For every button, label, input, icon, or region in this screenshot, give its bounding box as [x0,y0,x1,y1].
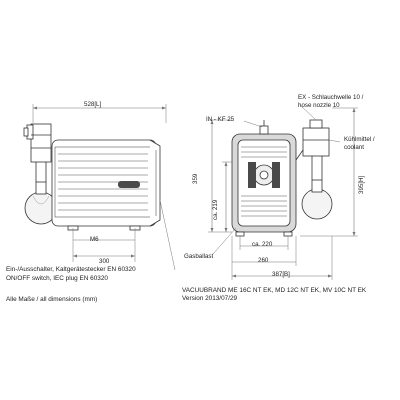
front-width-dimension: 260 [258,257,269,264]
coolant-callout-line1: Kühlmittel / [344,136,375,143]
length-dimension: 528[L] [84,101,102,108]
gas-ballast-callout: Gasballast [184,253,214,260]
units-note: Alle Maße / all dimensions (mm) [6,296,98,303]
side-view [24,104,175,270]
model-info-line1: VACUUBRAND ME 16C NT EK, MD 12C NT EK, MV 10C NT EK [182,287,367,294]
front-height-ca-dimension: ca. 219 [212,199,219,220]
overall-width-dimension: 387[B] [272,271,290,278]
bolt-label: M6 [90,236,99,243]
inlet-callout: IN - KF 25 [206,116,235,123]
front-height-dimension: 359 [192,173,199,184]
mounting-width-dimension: 300 [99,258,110,265]
coolant-callout-line2: coolant [344,144,364,151]
overall-height-dimension: 395[H] [358,175,365,194]
model-info-line2: Version 2013/07/29 [182,295,238,302]
front-base-ca-dimension: ca. 220 [252,241,273,248]
switch-note-line1: Ein-/Ausschalter, Kaltgerätestecker EN 60320 [6,266,136,273]
exhaust-callout-line1: EX - Schlauchwelle 10 / [298,94,364,101]
switch-note-line2: ON/OFF switch, IEC plug EN 60320 [6,275,108,282]
exhaust-callout-line2: hose nozzle 10 [298,102,340,109]
front-view [208,105,358,280]
